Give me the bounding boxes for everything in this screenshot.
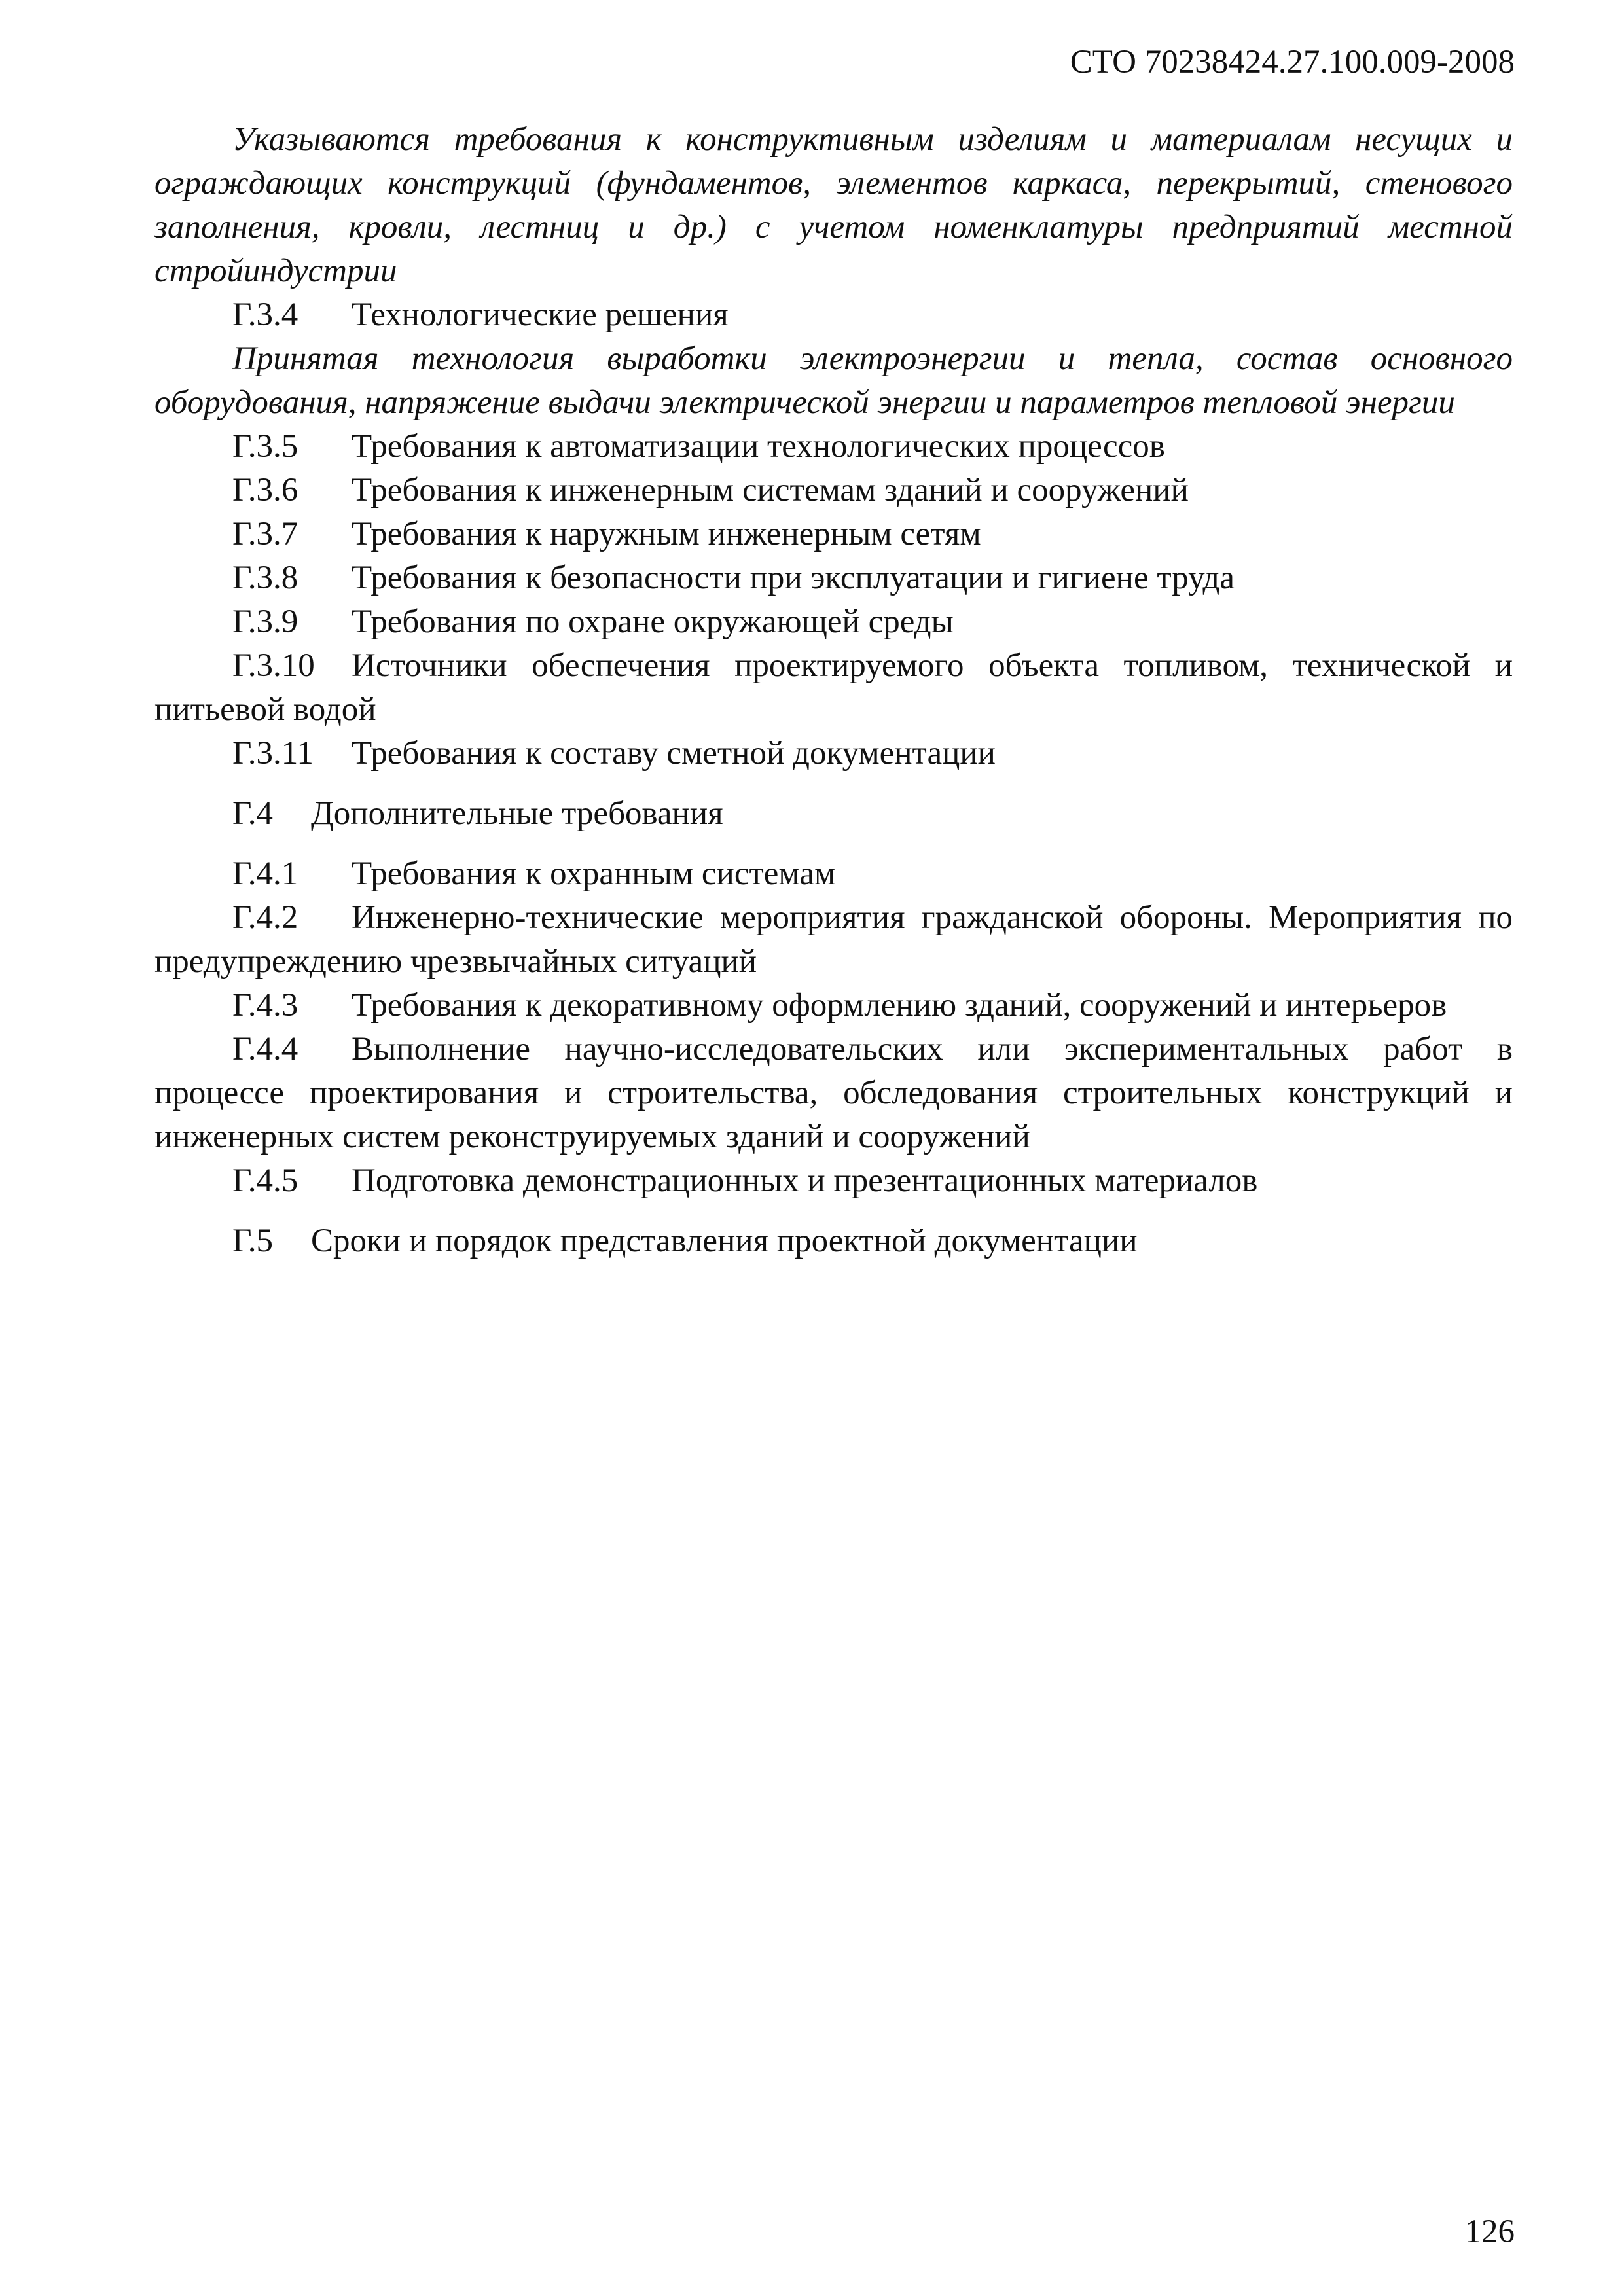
section-title: Требования к охранным системам bbox=[352, 855, 836, 892]
document-code: СТО 70238424.27.100.009-2008 bbox=[1070, 44, 1515, 81]
document-body bbox=[154, 118, 1513, 1263]
section-title: Подготовка демонстрационных и презентационных материалов bbox=[352, 1162, 1258, 1199]
section-title: Требования к безопасности при эксплуатации и гигиене труда bbox=[352, 560, 1235, 596]
section-g4-4 bbox=[154, 1028, 1513, 1159]
section-number: Г.4.4 bbox=[232, 1031, 298, 1067]
section-g4 bbox=[154, 792, 1513, 836]
paragraph-technology-description bbox=[154, 337, 1513, 425]
section-title: Инженерно-технические мероприятия гражданской обороны. Мероприятия по предупреждению чрезвычайных ситуаций bbox=[154, 899, 1513, 980]
section-number: Г.4.2 bbox=[232, 899, 298, 936]
section-g4-5 bbox=[154, 1159, 1513, 1203]
section-number: Г.3.10 bbox=[232, 647, 315, 684]
section-number: Г.3.9 bbox=[232, 603, 298, 640]
section-title: Требования к автоматизации технологических процессов bbox=[352, 428, 1165, 465]
section-g3-5 bbox=[154, 425, 1513, 469]
section-number: Г.4.3 bbox=[232, 987, 298, 1024]
section-g3-6 bbox=[154, 469, 1513, 512]
section-number: Г.3.8 bbox=[232, 560, 298, 596]
section-number: Г.5 bbox=[232, 1223, 273, 1259]
paragraph-text: Указываются требования к конструктивным изделиям и материалам несущих и ограждающих конструкций (фундаментов, элементов каркаса, перекрытий, стенового заполнения, кровли, лестниц и др.) с учетом номенклатуры предприятий местной стройиндустрии bbox=[154, 121, 1513, 289]
section-g3-8 bbox=[154, 556, 1513, 600]
section-title: Требования к составу сметной документации bbox=[352, 735, 996, 772]
section-g5 bbox=[154, 1219, 1513, 1263]
page-number: 126 bbox=[1464, 2214, 1515, 2250]
section-number: Г.3.6 bbox=[232, 472, 298, 509]
section-title: Дополнительные требования bbox=[311, 795, 723, 832]
section-number: Г.3.11 bbox=[232, 735, 314, 772]
section-title: Требования по охране окружающей среды bbox=[352, 603, 954, 640]
section-number: Г.3.4 bbox=[232, 296, 298, 333]
section-number: Г.4.5 bbox=[232, 1162, 298, 1199]
section-g3-10 bbox=[154, 644, 1513, 732]
section-title: Технологические решения bbox=[352, 296, 729, 333]
paragraph-text: Принятая технология выработки электроэнергии и тепла, состав основного оборудования, напряжение выдачи электрической энергии и параметров тепловой энергии bbox=[154, 340, 1513, 421]
section-title: Выполнение научно-исследовательских или экспериментальных работ в процессе проектирования и строительства, обследования строительных конструкций и инженерных систем реконструируемых зданий и сооружений bbox=[154, 1031, 1513, 1155]
section-title: Сроки и порядок представления проектной документации bbox=[311, 1223, 1138, 1259]
section-g4-3 bbox=[154, 984, 1513, 1028]
section-g3-11 bbox=[154, 732, 1513, 776]
section-title: Требования к инженерным системам зданий и сооружений bbox=[352, 472, 1189, 509]
section-g4-1 bbox=[154, 852, 1513, 896]
section-number: Г.3.5 bbox=[232, 428, 298, 465]
section-title: Источники обеспечения проектируемого объекта топливом, технической и питьевой водой bbox=[154, 647, 1513, 728]
section-title: Требования к декоративному оформлению зданий, сооружений и интерьеров bbox=[352, 987, 1447, 1024]
section-number: Г.4.1 bbox=[232, 855, 298, 892]
section-g3-4 bbox=[154, 293, 1513, 337]
section-title: Требования к наружным инженерным сетям bbox=[352, 516, 981, 552]
section-number: Г.3.7 bbox=[232, 516, 298, 552]
paragraph-structural-requirements bbox=[154, 118, 1513, 293]
section-g3-9 bbox=[154, 600, 1513, 644]
section-number: Г.4 bbox=[232, 795, 273, 832]
section-g4-2 bbox=[154, 896, 1513, 984]
section-g3-7 bbox=[154, 512, 1513, 556]
